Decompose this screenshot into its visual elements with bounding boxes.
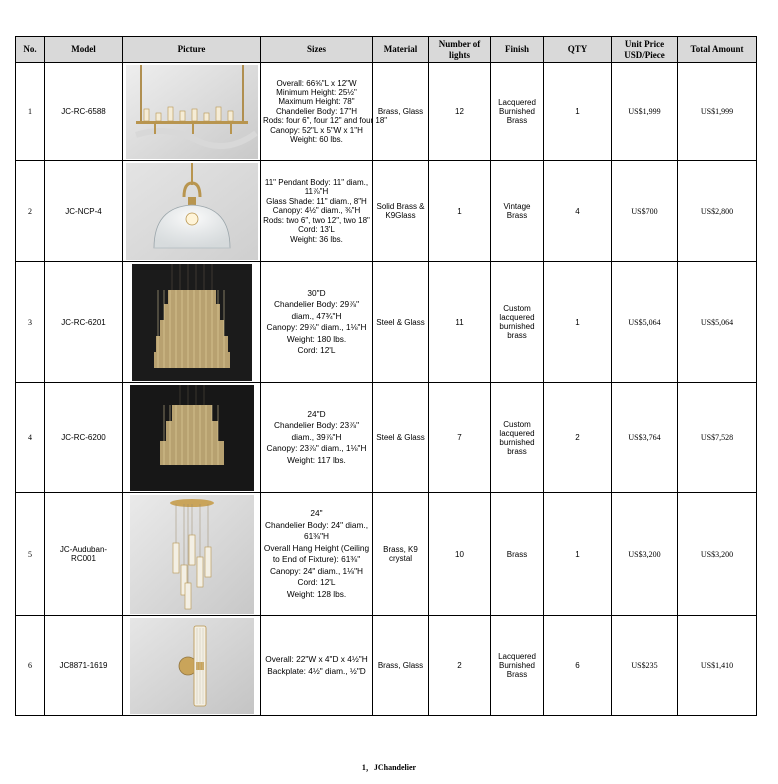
size-line: 24"D <box>307 408 326 419</box>
row-total: US$3,200 <box>678 493 757 616</box>
row-unit-price: US$700 <box>612 161 678 262</box>
row-unit-price: US$1,999 <box>612 63 678 161</box>
size-line: Canopy: 52"L x 5"W x 1"H <box>270 125 363 135</box>
size-line: Chandelier Body: 24" diam., <box>264 519 369 530</box>
size-line: Glass Shade: 11" diam., 8"H <box>266 196 367 206</box>
col-header-qty: QTY <box>544 37 612 63</box>
finish-line: Custom <box>503 304 531 313</box>
product-photo-tiered-glass-chandelier <box>132 264 252 381</box>
row-sizes <box>261 616 373 716</box>
row-picture <box>123 262 261 383</box>
finish-line: Brass <box>506 116 528 125</box>
row-model <box>45 493 123 616</box>
finish-line: burnished <box>499 322 535 331</box>
table-row <box>16 262 757 383</box>
size-line: Chandelier Body: 29⅞" <box>273 299 360 309</box>
finish-line: Vintage <box>503 202 531 211</box>
product-photo-tiered-glass-chandelier-small <box>130 385 254 491</box>
row-total: US$5,064 <box>678 262 757 383</box>
finish-line: Burnished <box>498 661 536 670</box>
row-material <box>373 161 429 262</box>
product-photo-wall-sconce <box>130 618 254 714</box>
row-no: 6 <box>16 616 45 716</box>
row-material: Steel & Glass <box>373 383 429 493</box>
row-qty: 1 <box>544 262 612 383</box>
size-line: Rods: two 6", two 12", two 18" <box>263 215 370 225</box>
row-lights: 10 <box>429 493 491 616</box>
row-model: JC-NCP-4 <box>45 161 123 262</box>
size-line: Canopy: 24" diam., 1⅛"H <box>269 565 364 576</box>
row-finish <box>491 63 544 161</box>
material-line: Brass, K9 <box>383 545 418 554</box>
finish-line: Brass <box>506 549 528 559</box>
row-model: JC-RC-6200 <box>45 383 123 493</box>
size-line: Weight: 180 lbs. <box>286 333 347 344</box>
finish-line: Brass <box>506 211 528 220</box>
row-picture <box>123 161 261 262</box>
finish-line: Lacquered <box>498 98 536 107</box>
row-sizes <box>261 63 388 161</box>
row-finish <box>491 262 544 383</box>
header-row <box>16 37 757 63</box>
row-material <box>373 493 429 616</box>
row-sizes <box>261 493 373 616</box>
finish-line: brass <box>507 446 527 456</box>
row-picture <box>123 383 261 493</box>
size-line: Backplate: 4½" diam., ½"D <box>267 665 366 676</box>
row-finish <box>491 161 544 262</box>
col-header-unit-line1: Unit Price <box>624 38 665 49</box>
row-unit-price: US$3,764 <box>612 383 678 493</box>
row-material: Steel & Glass <box>373 262 429 383</box>
row-picture <box>123 63 261 161</box>
size-line: Weight: 128 lbs. <box>286 588 347 599</box>
size-line: Overall: 66⅝"L x 12"W <box>276 78 357 88</box>
row-total: US$2,800 <box>678 161 757 262</box>
col-header-model: Model <box>45 37 123 63</box>
row-lights: 12 <box>429 63 491 161</box>
row-material: Brass, Glass <box>373 616 429 716</box>
row-finish <box>491 616 544 716</box>
material-line: K9Glass <box>385 211 416 220</box>
row-unit-price: US$3,200 <box>612 493 678 616</box>
row-unit-price: US$235 <box>612 616 678 716</box>
finish-line: lacquered <box>499 428 535 438</box>
col-header-lights-line2: lights <box>448 49 470 60</box>
row-qty: 6 <box>544 616 612 716</box>
row-no: 2 <box>16 161 45 262</box>
row-no: 4 <box>16 383 45 493</box>
size-line: 24" <box>310 508 323 518</box>
table-row <box>16 616 757 716</box>
col-header-lights-line1: Number of <box>438 38 481 49</box>
size-line: Rods: four 6", four 12" and four 18" <box>263 116 388 126</box>
row-qty: 2 <box>544 383 612 493</box>
col-header-unit-price <box>612 37 678 63</box>
size-line: Chandelier Body: 17"H <box>275 106 358 116</box>
size-line: Minimum Height: 25½" <box>276 87 357 97</box>
material-line: crystal <box>388 554 413 563</box>
row-finish <box>491 383 544 493</box>
row-lights: 7 <box>429 383 491 493</box>
model-line: RC001 <box>71 554 96 563</box>
size-line: 11⅞"H <box>304 187 329 197</box>
col-header-picture: Picture <box>123 37 261 63</box>
finish-line: brass <box>507 331 527 340</box>
size-line: 30"D <box>307 287 326 298</box>
size-line: diam., 47¾"H <box>291 310 342 321</box>
finish-line: Burnished <box>498 107 536 116</box>
size-line: Maximum Height: 78" <box>278 97 355 107</box>
row-picture <box>123 616 261 716</box>
finish-line: burnished <box>499 437 535 447</box>
quotation-table <box>15 36 757 716</box>
product-photo-glass-pendant <box>126 163 258 260</box>
size-line: 61⅜"H <box>303 531 330 541</box>
row-model: JC8871-1619 <box>45 616 123 716</box>
finish-line: Lacquered <box>498 652 536 661</box>
col-header-finish: Finish <box>491 37 544 63</box>
row-total: US$7,528 <box>678 383 757 493</box>
row-qty: 1 <box>544 493 612 616</box>
row-no: 3 <box>16 262 45 383</box>
page-footer: 1，JChandelier <box>361 763 417 772</box>
row-lights: 11 <box>429 262 491 383</box>
size-line: Cord: 13'L <box>298 225 335 235</box>
row-lights: 1 <box>429 161 491 262</box>
row-material: Brass, Glass <box>373 63 429 161</box>
row-lights: 2 <box>429 616 491 716</box>
model-line: JC-Auduban- <box>59 545 108 554</box>
row-total: US$1,999 <box>678 63 757 161</box>
row-sizes <box>261 383 373 493</box>
col-header-lights <box>429 37 491 63</box>
size-line: Cord: 12'L <box>297 577 336 587</box>
size-line: to End of Fixture): 61⅜" <box>272 554 361 564</box>
col-header-total: Total Amount <box>678 37 757 63</box>
size-line: 11" Pendant Body: 11" diam., <box>264 178 369 188</box>
col-header-sizes: Sizes <box>261 37 373 63</box>
size-line: Canopy: 23⅞" diam., 1⅛"H <box>266 443 367 454</box>
finish-line: Custom <box>503 419 531 429</box>
size-line: Cord: 12'L <box>297 345 336 355</box>
finish-line: lacquered <box>499 313 535 322</box>
row-sizes <box>261 161 373 262</box>
row-qty: 4 <box>544 161 612 262</box>
size-line: Weight: 36 lbs. <box>290 234 343 244</box>
size-line: diam., 39⅞"H <box>291 431 342 442</box>
material-line: Solid Brass & <box>376 202 425 211</box>
size-line: Chandelier Body: 23⅞" <box>273 420 360 431</box>
row-picture <box>123 493 261 616</box>
size-line: Canopy: 4½" diam., ⅜"H <box>272 206 361 216</box>
table-row <box>16 63 757 161</box>
table-row <box>16 383 757 493</box>
size-line: Overall: 22"W x 4"D x 4½"H <box>265 654 368 664</box>
row-qty: 1 <box>544 63 612 161</box>
table-row <box>16 161 757 262</box>
row-no: 5 <box>16 493 45 616</box>
finish-line: Brass <box>506 670 528 679</box>
size-line: Weight: 60 lbs. <box>290 135 343 145</box>
size-line: Weight: 117 lbs. <box>287 454 346 465</box>
product-photo-crystal-rod-pendant <box>130 495 254 614</box>
table-row <box>16 493 757 616</box>
row-finish <box>491 493 544 616</box>
size-line: Canopy: 29⅞" diam., 1⅛"H <box>266 322 367 332</box>
size-line: Overall Hang Height (Ceiling <box>263 542 370 553</box>
row-sizes <box>261 262 373 383</box>
row-model: JC-RC-6201 <box>45 262 123 383</box>
row-unit-price: US$5,064 <box>612 262 678 383</box>
col-header-unit-line2: USD/Piece <box>624 49 665 60</box>
row-no: 1 <box>16 63 45 161</box>
product-photo-linear-chandelier <box>126 65 258 159</box>
col-header-material: Material <box>373 37 429 63</box>
col-header-no: No. <box>16 37 45 63</box>
row-total: US$1,410 <box>678 616 757 716</box>
row-model: JC-RC-6588 <box>45 63 123 161</box>
